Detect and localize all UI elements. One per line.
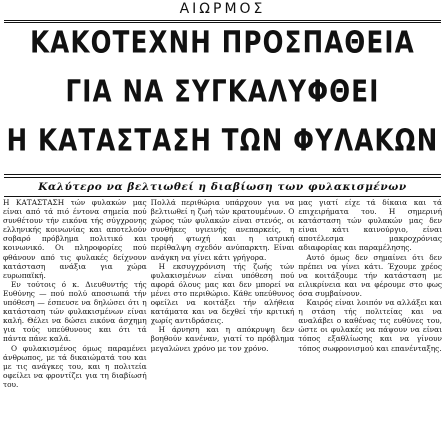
subheading: Καλύτερο να βελτιωθεί η διαβίωση των φυλακισμένων — [38, 181, 407, 193]
paragraph: Η άρνηση και η απόκρυψη δεν βοηθούν κανέναν, γιατί το πρόβλημα μεγαλώνει χρόνο με τον χρόνο. — [150, 325, 295, 353]
headline-bottom-rule-2 — [4, 177, 441, 178]
paragraph: Αυτό όμως δεν σημαίνει ότι δεν πρέπει να γίνει κάτι. Έχουμε χρέος να κοιτάξουμε τήν κατάσταση με ειλικρίνεια και να φέρουμε στο φως όσα συμβαίνουν. — [298, 252, 443, 298]
article-columns — [3, 198, 442, 446]
paragraph: Πολλά περιθώρια υπάρχουν για να βελτιωθεί η ζωή τών κρατουμένων. Ο χώρος τών φυλακών είναι στενός, οι συνθήκες υγιεινής ανεπαρκείς, η τροφή φτωχή και η ιατρική περίθαλψη σχεδόν ανύπαρκτη. Είναι ανάγκη να γίνει κάτι γρήγορα. — [150, 198, 295, 262]
headline-line-3: Η ΚΑΤΑΣΤΑΣΗ ΤΩΝ ΦΥΛΑΚΩΝ — [6, 121, 439, 158]
paragraph: Η εκσυγχρόνιση τής ζωής τών φυλακισμένων είναι υπόθεση πού αφορά όλους μας και δεν μπορεί να μένει στο περιθώριο. Κάθε υπεύθυνος οφείλει να κοιτάξει τήν αλήθεια κατάματα και να δεχθεί τήν κριτική χωρίς αντιδράσεις. — [150, 261, 295, 326]
paragraph: Καιρός είναι λοιπόν να αλλάξει και η στάση τής πολιτείας και να αναλάβει ο καθένας τις ευθύνες του, ώστε οι φυλακές να πάψουν να είναι τόπος εξαθλίωσης και να γίνουν τόπος σωφρονισμού και επανένταξης. — [298, 298, 443, 353]
paragraph: Ο φυλακισμένος όμως παραμένει άνθρωπος, με τά δικαιώματά του και με τις ανάγκες του, και η πολιτεία οφείλει να φροντίζει για τη διαβίωσή του. — [3, 343, 147, 389]
article-column-2 — [151, 198, 295, 446]
paragraph: μας γιατί είχε τά δίκαια και τά επιχειρήματα του. Η σημερινή κατάσταση τών φυλακών μας δεν είναι κάτι καινούργιο, είναι αποτέλεσμα μακροχρόνιας αδιαφορίας και παραμέλησης. — [298, 198, 443, 253]
headline-bottom-rule — [4, 174, 441, 175]
paragraph: Η ΚΑΤΑΣΤΑΣΗ τών φυλακών μας είναι από τά πιό έντονα σημεία πού συνθέτουν τήν εικόνα τής σύγχρονης ελληνικής κοινωνίας και αποτελούν σοβαρό πρόβλημα πολιτικό και κοινωνικό. Οι πληροφορίες πού φθάνουν από τις φυλακές δείχνουν κατάσταση ανάξια για χώρα ευρωπαϊκή. — [3, 198, 147, 280]
top-rule — [4, 20, 441, 21]
subheading-rule — [4, 196, 441, 197]
headline-line-2: ΓΙΑ ΝΑ ΣΥΓΚΑΛΥΦΘΕΙ — [65, 72, 380, 109]
article-column-1 — [3, 198, 147, 446]
paragraph: Εν τούτοις ό κ. Διευθυντής τής Ευθύνης — πού πολύ αποσιωπά τήν υπόθεση — έσπευσε να δηλώσει ότι η κατάσταση τών φυλακισμένων είναι καλή. Θέλει να δώσει εικόνα άσχημη για τούς υπεύθυνους και ότι τά πάντα πάνε καλά. — [3, 279, 147, 344]
header-name: ΑΙΩΡΜΟΣ — [179, 1, 266, 17]
article-column-3 — [298, 198, 442, 446]
headline-line-1: ΚΑΚΟΤΕΧΝΗ ΠΡΟΣΠΑΘΕΙΑ — [30, 23, 415, 60]
